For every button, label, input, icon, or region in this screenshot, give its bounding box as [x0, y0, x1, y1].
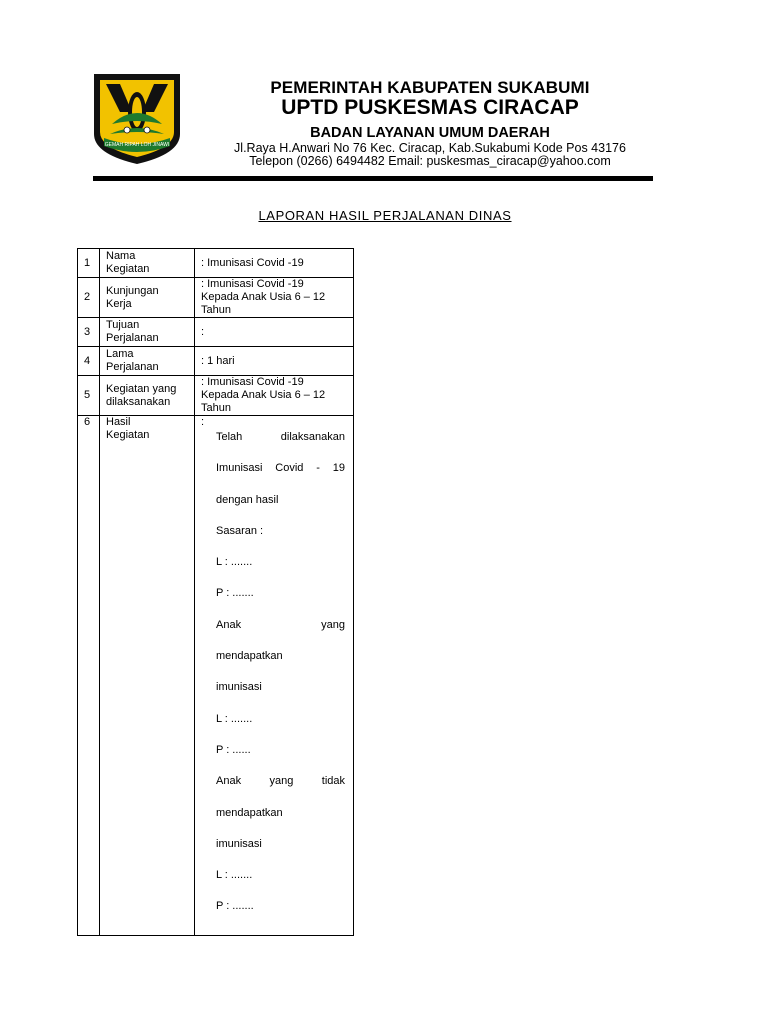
header-government: PEMERINTAH KABUPATEN SUKABUMI [270, 78, 590, 97]
hasil-line: P : ...... [216, 743, 251, 756]
hasil-line: Imunisasi Covid - 19 [216, 462, 345, 475]
table-row [78, 278, 354, 318]
hasil-line: imunisasi [216, 837, 262, 850]
table-row [78, 249, 354, 278]
row-value: : [195, 318, 354, 347]
header-contact: Telepon (0266) 6494482 Email: puskesmas_ciracap@yahoo.com [249, 154, 611, 168]
logo-motto: GEMAH RIPAH LOH JINAWI [104, 142, 170, 148]
table-row [78, 416, 354, 936]
hasil-line: mendapatkan [216, 806, 283, 819]
row-value: : Imunisasi Covid -19 [195, 249, 354, 278]
header-address: Jl.Raya H.Anwari No 76 Kec. Ciracap, Kab.Sukabumi Kode Pos 43176 [234, 141, 626, 155]
row-label: Nama Kegiatan [100, 249, 195, 278]
row-number: 5 [78, 376, 100, 416]
hasil-line: L : ....... [216, 869, 253, 882]
row-number: 4 [78, 347, 100, 376]
puskesmas-logo-emblem [92, 72, 182, 166]
hasil-line: Anak yang [216, 618, 345, 631]
row-number: 1 [78, 249, 100, 278]
hasil-colon: : [201, 416, 205, 428]
row-value: : 1 hari [195, 347, 354, 376]
hasil-line: L : ....... [216, 556, 253, 569]
row-label: Kegiatan yang dilaksanakan [100, 376, 195, 416]
hasil-line: Telah dilaksanakan [216, 431, 345, 443]
hasil-line: P : ....... [216, 587, 254, 600]
hasil-line: imunisasi [216, 681, 262, 694]
hasil-value [195, 416, 354, 936]
hasil-lines [216, 431, 345, 932]
row-number: 2 [78, 278, 100, 318]
row-label: Lama Perjalanan [100, 347, 195, 376]
header-divider [93, 176, 653, 181]
table-row [78, 347, 354, 376]
row-label: Tujuan Perjalanan [100, 318, 195, 347]
hasil-line: L : ....... [216, 712, 253, 725]
header-institution: UPTD PUSKESMAS CIRACAP [281, 96, 579, 119]
hasil-line: mendapatkan [216, 650, 283, 663]
hasil-line: Anak yang tidak [216, 775, 345, 788]
table-row [78, 376, 354, 416]
header-agency: BADAN LAYANAN UMUM DAERAH [310, 125, 550, 141]
hasil-line: Sasaran : [216, 524, 264, 537]
hasil-line: P : ....... [216, 900, 254, 913]
document-title: LAPORAN HASIL PERJALANAN DINAS [258, 208, 512, 223]
row-value: : Imunisasi Covid -19 Kepada Anak Usia 6 – 12 Tahun [195, 376, 354, 416]
row-value: : Imunisasi Covid -19 Kepada Anak Usia 6 – 12 Tahun [195, 278, 354, 318]
row-label: Hasil Kegiatan [100, 416, 195, 936]
row-number: 6 [78, 416, 100, 936]
row-label: Kunjungan Kerja [100, 278, 195, 318]
table-row [78, 318, 354, 347]
report-table [77, 248, 354, 936]
hasil-line: dengan hasil [216, 493, 279, 506]
row-number: 3 [78, 318, 100, 347]
